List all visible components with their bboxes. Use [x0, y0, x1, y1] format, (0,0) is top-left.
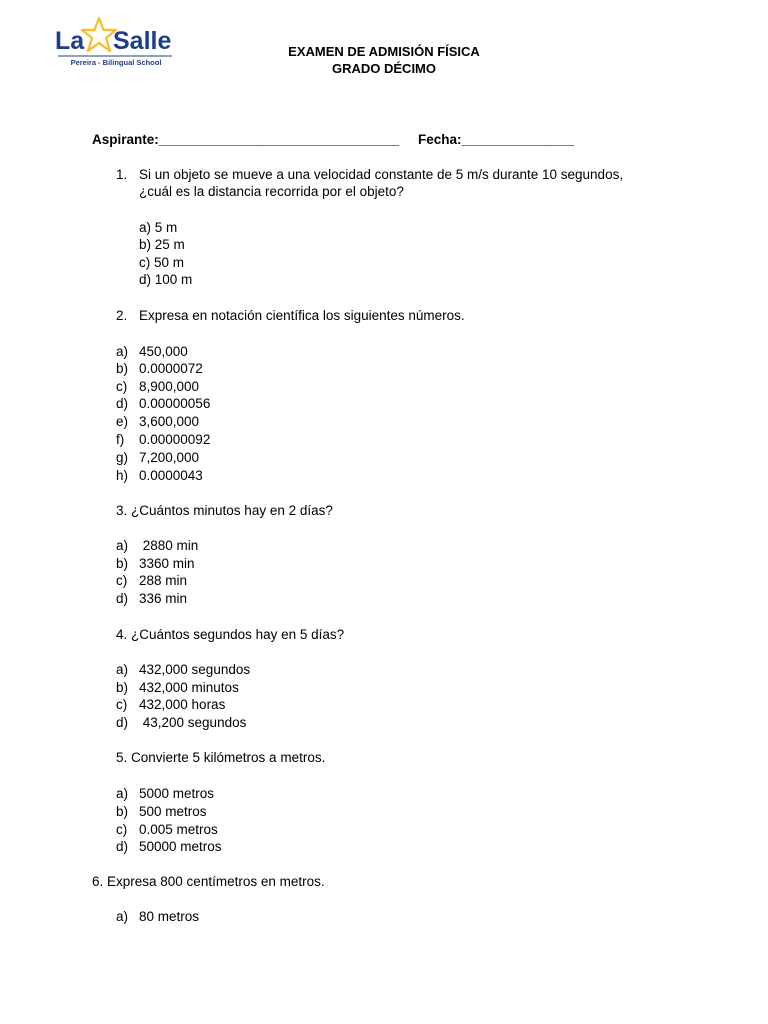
option-value: 3360 min — [139, 556, 195, 571]
option-letter: a) — [116, 786, 129, 801]
option-value: 432,000 minutos — [139, 680, 239, 695]
aspirante-field: Aspirante:________________________________ — [92, 132, 400, 147]
question-text: 3. ¿Cuántos minutos hay en 2 días? — [116, 503, 333, 518]
option-letter: g) — [116, 450, 129, 465]
option-letter: c) — [116, 822, 128, 837]
fecha-field: Fecha:_______________ — [418, 132, 575, 147]
option-value: 0.00000092 — [139, 432, 211, 447]
option-value: 0.0000072 — [139, 361, 203, 376]
option-letter: a) — [116, 662, 129, 677]
option-letter: b) — [116, 804, 129, 819]
option-letter: b) — [116, 680, 129, 695]
question-text: 5. Convierte 5 kilómetros a metros. — [116, 750, 326, 765]
option-letter: h) — [116, 468, 129, 483]
title-line-1: EXAMEN DE ADMISIÓN FÍSICA — [288, 44, 480, 59]
exam-title — [224, 43, 544, 77]
option-value: 288 min — [139, 573, 188, 588]
option-letter: a) — [116, 538, 129, 553]
question-text: Si un objeto se mueve a una velocidad constante de 5 m/s durante 10 segundos, — [139, 167, 624, 182]
option-letter: a) — [116, 909, 129, 924]
question-text: ¿cuál es la distancia recorrida por el objeto? — [139, 184, 404, 199]
question-text: 4. ¿Cuántos segundos hay en 5 días? — [116, 627, 345, 642]
option-value: 432,000 horas — [139, 697, 226, 712]
logo-word-left: La — [55, 27, 85, 55]
option-value: 450,000 — [139, 344, 188, 359]
answer-option: c) 50 m — [139, 255, 185, 270]
logo-word-right: Salle — [113, 27, 172, 55]
option-value: 0.005 metros — [139, 822, 218, 837]
answer-option: d) 100 m — [139, 272, 193, 287]
option-value: 0.00000056 — [139, 396, 211, 411]
option-letter: b) — [116, 556, 129, 571]
option-letter: d) — [116, 839, 129, 854]
option-value: 80 metros — [139, 909, 200, 924]
question-number: 2. — [116, 308, 128, 323]
title-line-2: GRADO DÉCIMO — [332, 61, 436, 76]
school-logo — [55, 16, 175, 70]
answer-option: a) 5 m — [139, 220, 178, 235]
option-letter: c) — [116, 573, 128, 588]
option-letter: c) — [116, 697, 128, 712]
option-letter: d) — [116, 715, 129, 730]
logo-graphic — [55, 16, 175, 60]
question-number: 1. — [116, 167, 128, 182]
option-value: 2880 min — [139, 538, 199, 553]
option-value: 0.0000043 — [139, 468, 203, 483]
option-value: 5000 metros — [139, 786, 215, 801]
question-text: Expresa en notación científica los siguientes números. — [139, 308, 465, 323]
option-value: 3,600,000 — [139, 414, 200, 429]
answer-option: b) 25 m — [139, 237, 185, 252]
logo-subtitle: Pereira - Bilingual School — [70, 58, 162, 67]
option-value: 8,900,000 — [139, 379, 200, 394]
option-value: 500 metros — [139, 804, 207, 819]
option-value: 336 min — [139, 591, 188, 606]
option-letter: e) — [116, 414, 129, 429]
star-icon — [82, 18, 116, 51]
question-text: 6. Expresa 800 centímetros en metros. — [92, 874, 325, 889]
option-letter: c) — [116, 379, 128, 394]
option-value: 43,200 segundos — [139, 715, 247, 730]
option-value: 432,000 segundos — [139, 662, 251, 677]
option-letter: a) — [116, 344, 129, 359]
option-letter: f) — [116, 432, 125, 447]
option-letter: b) — [116, 361, 129, 376]
option-letter: d) — [116, 396, 129, 411]
option-letter: d) — [116, 591, 129, 606]
option-value: 50000 metros — [139, 839, 222, 854]
option-value: 7,200,000 — [139, 450, 200, 465]
